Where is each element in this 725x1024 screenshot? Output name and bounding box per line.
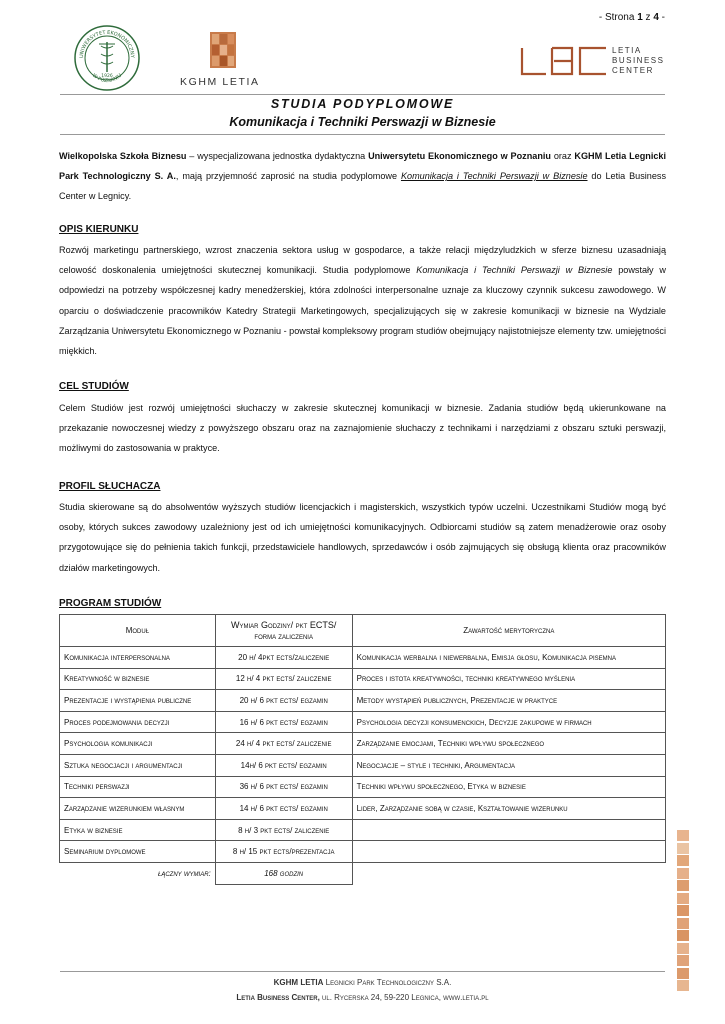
table-row (60, 798, 666, 820)
section-heading-profil: PROFIL SŁUCHACZA (59, 481, 161, 492)
table-row (60, 776, 666, 798)
table-row (60, 733, 666, 755)
section-heading-cel: CEL STUDIÓW (59, 381, 129, 392)
cell-content: Proces i istota kreatywności, techniki kreatywnego myślenia (352, 668, 665, 690)
cell-content: Komunikacja werbalna i niewerbalna, Emisja głosu, Komunikacja pisemna (352, 647, 665, 669)
header-divider (60, 94, 665, 95)
title-divider (60, 134, 665, 135)
cell-hours: 8 h/ 15 pkt ects/prezentacja (215, 841, 352, 863)
opis-paragraph: Rozwój marketingu partnerskiego, wzrost znaczenia sektora usług w gospodarce, a także relacji międzyludzkich w sferze biznesu uzasadniają celowość doskonalenia umiejętności skutecznej komunikacji. Studia podyplomowe Komunikacja i Techniki Perswazji w Biznesie powstały w odpowiedzi na potrzeby współczesnej kadry menedżerskiej, która zdolności interpersonalne uznaje za kluczowy czynnik sukcesu zawodowego. W oparciu o doświadczenie pracowników Katedry Strategii Marketingowych, specjalizujących się w zakresie komunikacji w biznesie na Wydziale Zarządzania Uniwersytetu Ekonomicznego w Poznaniu - powstał kompleksowy program studiów obejmujący najistotniejsze elementy tzw. umiejętności miękkich. (59, 245, 667, 357)
lbc-mark-icon (520, 44, 608, 80)
cell-hours: 36 h/ 6 pkt ects/ egzamin (215, 776, 352, 798)
lbc-text: LETIA BUSINESS CENTER (612, 46, 665, 75)
cell-hours: 14h/ 6 pkt ects/ egzamin (215, 754, 352, 776)
total-empty-cell (352, 862, 665, 884)
decorative-square (677, 930, 689, 941)
total-row (60, 862, 666, 884)
cell-hours: 20 h/ 4pkt ects/zaliczenie (215, 647, 352, 669)
decorative-square (677, 843, 689, 854)
section-heading-program: PROGRAM STUDIÓW (59, 598, 162, 609)
decorative-square (677, 955, 689, 966)
svg-text:1926: 1926 (101, 74, 113, 79)
decorative-square (677, 918, 689, 929)
cell-content: Metody wystąpień publicznych, Prezentacje w praktyce (352, 690, 665, 712)
cell-hours: 24 h/ 4 pkt ects/ zaliczenie (215, 733, 352, 755)
cell-hours: 12 h/ 4 pkt ects/ zaliczenie (215, 668, 352, 690)
cell-module: Prezentacje i wystąpienia publiczne (60, 690, 216, 712)
decorative-square (677, 943, 689, 954)
cell-module: Techniki perswazji (60, 776, 216, 798)
kghm-logo-text: KGHM LETIA (180, 76, 260, 88)
program-table (59, 614, 666, 885)
cell-content: Psychologia decyzji konsumenckich, Decyzje zakupowe w firmach (352, 711, 665, 733)
letia-business-center-logo (520, 44, 680, 80)
cel-paragraph: Celem Studiów jest rozwój umiejętności słuchaczy w zakresie skutecznej komunikacji w biznesie. Zadania studiów będą ukierunkowane na przekazanie nowoczesnej wiedzy z powyższego obszaru oraz na zaznajomienie słuchaczy z technikami i narzędziami z obszaru sztuki perswazji, możliwymi do zastosowania w praktyce. (59, 403, 666, 454)
decorative-square (677, 830, 689, 841)
document-subtitle: Komunikacja i Techniki Perswazji w Biznesie (229, 115, 496, 129)
cell-content (352, 841, 665, 863)
cell-module: Zarządzanie wizerunkiem własnym (60, 798, 216, 820)
table-row (60, 841, 666, 863)
profil-paragraph: Studia skierowane są do absolwentów wyższych studiów licencjackich i magisterskich, wszystkich typów uczelni. Uczestnikami Studiów mogą być osoby, których sukces zawodowy uzależniony jest od ich umiejętności komunikacyjnych. Odbiorcami studiów są zatem menadżerowie oraz osoby przygotowujące się do pełnienia takich funkcji, przedstawiciele handlowych, sprzedawców i osób zajmujących się obsługą klienta oraz pracowników działów marketingowych. (59, 502, 666, 573)
footer-line-2: Letia Business Center, ul. Rycerska 24, 59-220 Legnica, www.letia.pl (236, 993, 489, 1002)
section-heading-opis: OPIS KIERUNKU (59, 224, 139, 235)
cell-content: Techniki wpływu społecznego, Etyka w biznesie (352, 776, 665, 798)
cell-module: Sztuka negocjacji i argumentacji (60, 754, 216, 776)
col-header-content: Zawartość merytoryczna (352, 615, 665, 647)
decorative-square (677, 880, 689, 891)
col-header-hours: Wymiar Godziny/ pkt ECTS/ forma zaliczenia (215, 615, 352, 647)
table-row (60, 690, 666, 712)
cell-content: Zarządzanie emocjami, Techniki wpływu społecznego (352, 733, 665, 755)
table-row (60, 754, 666, 776)
document-title: STUDIA PODYPLOMOWE (270, 97, 455, 111)
table-header-row (60, 615, 666, 647)
footer-divider (60, 971, 665, 972)
table-row (60, 711, 666, 733)
cell-module: Etyka w biznesie (60, 819, 216, 841)
table-row (60, 819, 666, 841)
decorative-square (677, 893, 689, 904)
cell-content: Lider, Zarządzanie sobą w czasie, Kształtowanie wizerunku (352, 798, 665, 820)
cell-hours: 14 h/ 6 pkt ects/ egzamin (215, 798, 352, 820)
cell-content: Negocjacje – style i techniki, Argumentacja (352, 754, 665, 776)
total-value: 168 godzin (215, 862, 352, 884)
cell-module: Komunikacja interpersonalna (60, 647, 216, 669)
table-row (60, 668, 666, 690)
cell-hours: 20 h/ 6 pkt ects/ egzamin (215, 690, 352, 712)
footer-line-1: KGHM LETIA Legnicki Park Technologiczny S.A. (273, 978, 452, 987)
cell-module: Proces podejmowania decyzji (60, 711, 216, 733)
cell-content (352, 819, 665, 841)
decorative-square (677, 855, 689, 866)
university-seal-logo (73, 24, 141, 92)
decorative-square (677, 868, 689, 879)
intro-paragraph: Wielkopolska Szkoła Biznesu – wyspecjalizowana jednostka dydaktyczna Uniwersytetu Ekonomicznego w Poznaniu oraz KGHM Letia Legnicki Park Technologiczny S. A., mają przyjemność zaprosić na studia podyplomowe Komunikacja i Techniki Perswazji w Biznesie do Letia Business Center w Legnicy. (59, 151, 667, 202)
page-number: - Strona 1 z 4 - (598, 12, 665, 23)
cell-hours: 16 h/ 6 pkt ects/ egzamin (215, 711, 352, 733)
kghm-letia-logo (180, 32, 275, 90)
svg-text:W POZNANIU: W POZNANIU (90, 72, 124, 85)
total-label: łączny wymiar: (157, 868, 211, 878)
decorative-square (677, 905, 689, 916)
decorative-square (677, 968, 689, 979)
svg-text:UNIWERSYTET EKONOMICZNY: UNIWERSYTET EKONOMICZNY (78, 29, 136, 59)
cubes-icon (210, 32, 236, 68)
cell-module: Seminarium dyplomowe (60, 841, 216, 863)
table-row (60, 647, 666, 669)
col-header-module: Moduł (60, 615, 216, 647)
cell-hours: 8 h/ 3 pkt ects/ zaliczenie (215, 819, 352, 841)
cell-module: Kreatywność w biznesie (60, 668, 216, 690)
cell-module: Psychologia komunikacji (60, 733, 216, 755)
